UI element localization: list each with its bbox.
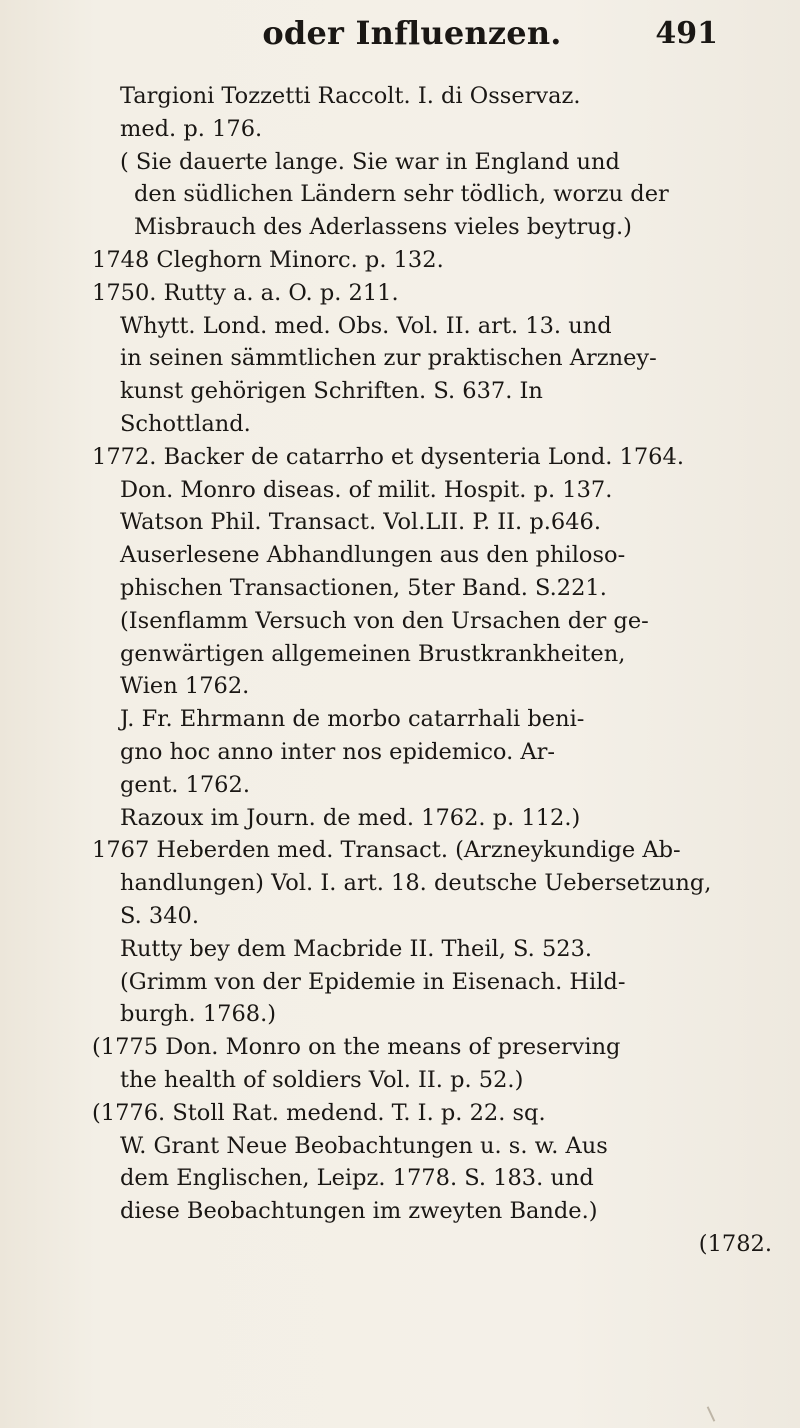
text-line: phischen Transactionen, 5ter Band. S.221. [120,574,607,601]
running-title: oder Influenzen. [262,14,562,52]
text-line: diese Beobachtungen im zweyten Bande.) [120,1198,598,1225]
text-line: Targioni Tozzetti Raccolt. I. di Osservaz. [120,83,581,109]
text-line: kunst gehörigen Schriften. S. 637. In [120,378,543,405]
page-corner-mark [707,1406,716,1421]
text-line: den südlichen Ländern sehr tödlich, worzu der [134,181,669,208]
text-line: (1775 Don. Monro on the means of preserving [92,1034,621,1061]
text-line: J. Fr. Ehrmann de morbo catarrhali beni- [120,706,585,733]
text-line: Don. Monro diseas. of milit. Hospit. p. 137. [120,476,613,503]
text-line: Auserlesene Abhandlungen aus den philoso- [120,542,626,569]
text-line: med. p. 176. [120,115,263,142]
text-line: Misbrauch des Aderlassens vieles beytrug.) [134,214,632,241]
text-line: Razoux im Journ. de med. 1762. p. 112.) [120,804,581,831]
text-line: Wien 1762. [120,673,250,700]
text-line: Schottland. [120,410,251,437]
text-line: gent. 1762. [120,771,250,798]
text-line: burgh. 1768.) [120,1001,277,1028]
text-line: (1776. Stoll Rat. medend. T. I. p. 22. sq. [92,1099,546,1126]
text-line: Whytt. Lond. med. Obs. Vol. II. art. 13. und [120,312,612,339]
page-header [0,14,800,64]
page-number: 491 [655,16,718,51]
text-line: ( Sie dauerte lange. Sie war in England und [120,148,620,175]
text-line: genwärtigen allgemeinen Brustkrankheiten, [120,640,626,667]
page-body [92,80,782,1261]
text-line: 1772. Backer de catarrho et dysenteria Lond. 1764. [92,443,684,470]
text-line: handlungen) Vol. I. art. 18. deutsche Uebersetzung, [120,870,712,897]
text-line: S. 340. [120,902,200,929]
text-line: 1748 Cleghorn Minorc. p. 132. [92,246,444,273]
text-line: 1750. Rutty a. a. O. p. 211. [92,279,399,306]
text-line: (1782. [698,1230,772,1257]
text-line: Rutty bey dem Macbride II. Theil, S. 523. [120,935,593,962]
text-line: Watson Phil. Transact. Vol.LII. P. II. p.646. [120,509,601,536]
text-line: in seinen sämmtlichen zur praktischen Arzney- [120,345,657,372]
text-line: (Isenflamm Versuch von den Ursachen der ge- [120,607,649,634]
text-line: W. Grant Neue Beobachtungen u. s. w. Aus [120,1132,608,1159]
text-line: 1767 Heberden med. Transact. (Arzneykundige Ab- [92,837,681,864]
text-line: the health of soldiers Vol. II. p. 52.) [120,1066,524,1093]
text-line: gno hoc anno inter nos epidemico. Ar- [120,738,555,765]
text-line: (Grimm von der Epidemie in Eisenach. Hild- [120,968,626,995]
text-line: dem Englischen, Leipz. 1778. S. 183. und [120,1165,594,1192]
